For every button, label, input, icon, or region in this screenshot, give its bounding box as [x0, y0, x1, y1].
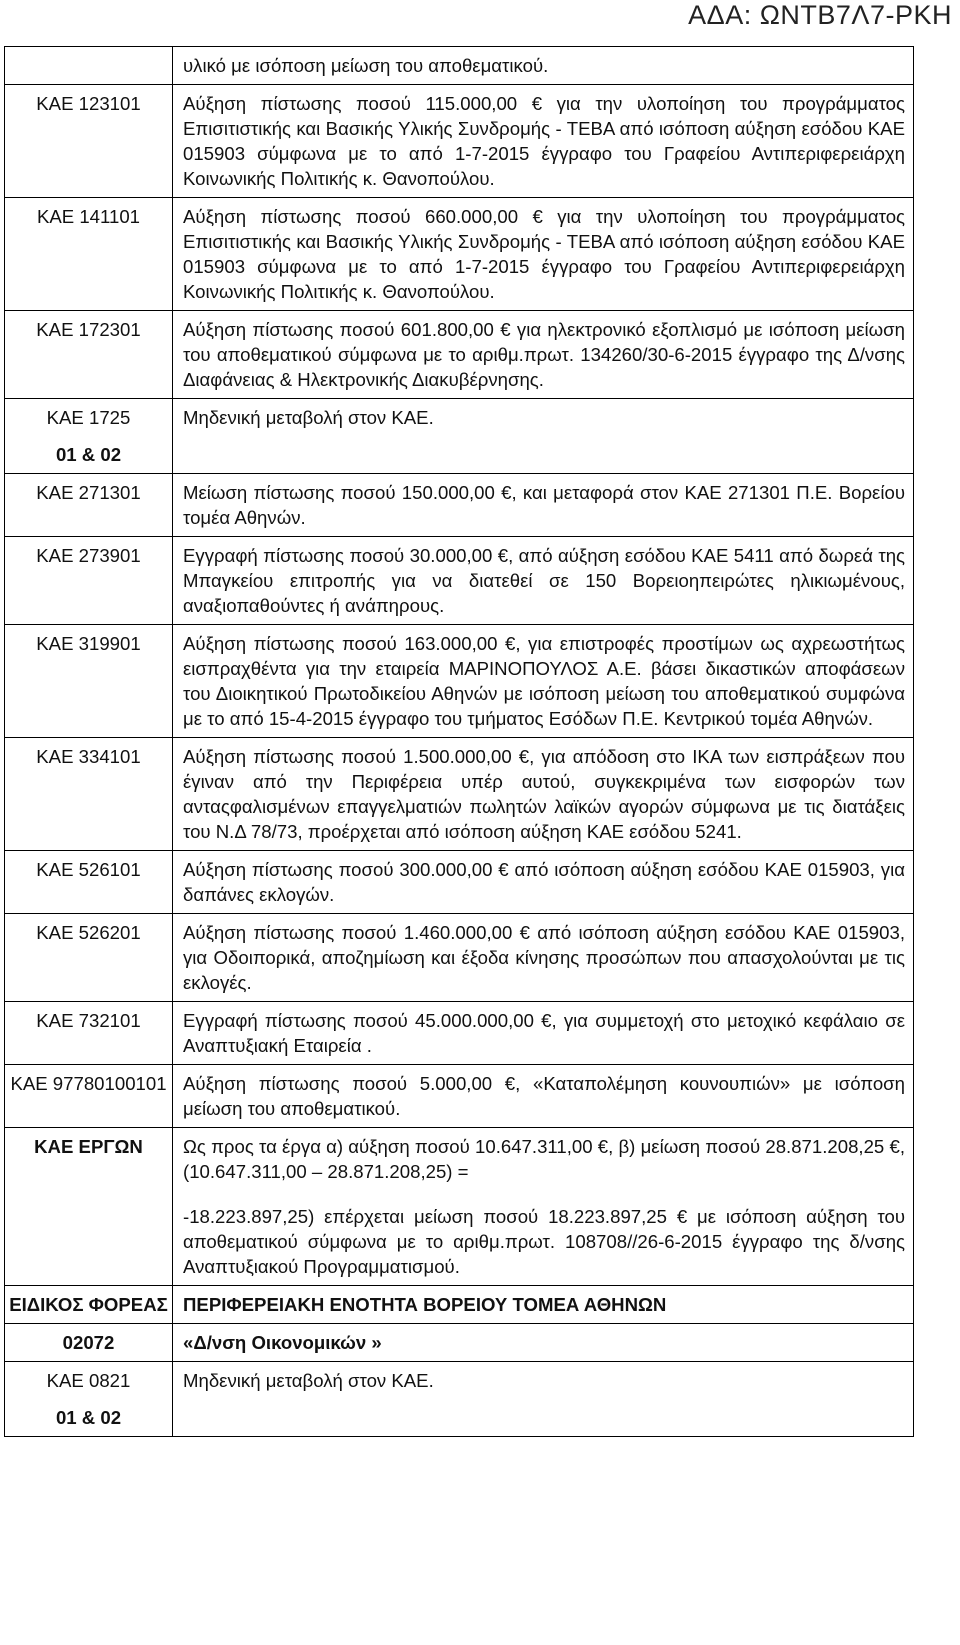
code-cell — [5, 1362, 173, 1437]
description-cell: Αύξηση πίστωσης ποσού 115.000,00 € για την υλοποίηση του προγράμματος Επισιτιστικής και Βασικής Υλικής Συνδρομής - ΤΕΒΑ από ισόποση αύξηση εσόδου ΚΑΕ 015903 σύμφωνα με το από 1-7-2015 έγγραφο του Γραφείου Αντιπεριφερειάρχη Κοινωνικής Πολιτικής κ. Θανοπούλου. — [173, 85, 914, 198]
code-cell: ΚΑΕ 271301 — [5, 474, 173, 537]
code-subcode: 01 & 02 — [55, 1407, 122, 1428]
description-cell: Αύξηση πίστωσης ποσού 1.500.000,00 €, για απόδοση στο ΙΚΑ των εισπράξεων που έγιναν από την Περιφέρεια υπέρ αυτού, συγκεκριμένα των εισφορών των ανταςφαλισμένων επαγγελματιών πωλητών λαϊκών αγορών σύμφωνα με τις διατάξεις του Ν.Δ 78/73, προέρχεται από ισόποση αύξηση ΚΑΕ εσόδου 5241. — [173, 738, 914, 851]
description-cell: Αύξηση πίστωσης ποσού 660.000,00 € για την υλοποίηση του προγράμματος Επισιτιστικής και Βασικής Υλικής Συνδρομής - ΤΕΒΑ από ισόποση αύξηση εσόδου ΚΑΕ 015903 σύμφωνα με το από 1-7-2015 έγγραφο του Γραφείου Αντιπεριφερειάρχη Κοινωνικής Πολιτικής κ. Θανοπούλου. — [173, 198, 914, 311]
table-row — [5, 1128, 914, 1286]
table-row — [5, 738, 914, 851]
description-cell: Εγγραφή πίστωσης ποσού 30.000,00 €, από αύξηση εσόδου ΚΑΕ 5411 από δωρεά της Μπαγκείου επιτροπής για να διατεθεί σε 150 Βορειοηπειρώτες ηλικιωμένους, αναξιοπαθούντες ή ανάπηρους. — [173, 537, 914, 625]
table-row — [5, 1002, 914, 1065]
table-row — [5, 311, 914, 399]
table-row — [5, 198, 914, 311]
table-row — [5, 851, 914, 914]
ada-code: ΑΔΑ: ΩΝΤΒ7Λ7-ΡΚΗ — [688, 0, 952, 30]
description-cell: υλικό με ισόποση μείωση του αποθεματικού. — [173, 47, 914, 85]
code-cell — [5, 47, 173, 85]
description-cell: «Δ/νση Οικονομικών » — [173, 1324, 914, 1362]
table-row — [5, 47, 914, 85]
code-cell: ΚΑΕ 141101 — [5, 198, 173, 311]
description-cell: ΠΕΡΙΦΕΡΕΙΑΚΗ ΕΝΟΤΗΤΑ ΒΟΡΕΙΟΥ ΤΟΜΕΑ ΑΘΗΝΩΝ — [173, 1286, 914, 1324]
description-cell — [173, 1128, 914, 1286]
table-row — [5, 474, 914, 537]
table-row — [5, 1324, 914, 1362]
table-row — [5, 914, 914, 1002]
description-cell: Αύξηση πίστωσης ποσού 601.800,00 € για ηλεκτρονικό εξοπλισμό με ισόποση μείωση του αποθεματικού σύμφωνα με το αριθμ.πρωτ. 134260/30-6-2015 έγγραφο της Δ/νσης Διαφάνειας & Ηλεκτρονικής Διακυβέρνησης. — [173, 311, 914, 399]
code-cell: ΚΑΕ 526201 — [5, 914, 173, 1002]
description-cell: Εγγραφή πίστωσης ποσού 45.000.000,00 €, για συμμετοχή στο μετοχικό κεφάλαιο σε Αναπτυξιακή Εταιρεία . — [173, 1002, 914, 1065]
code-cell: 02072 — [5, 1324, 173, 1362]
description-cell: Αύξηση πίστωσης ποσού 300.000,00 € από ισόποση αύξηση εσόδου ΚΑΕ 015903, για δαπάνες εκλογών. — [173, 851, 914, 914]
description-cell: Μείωση πίστωσης ποσού 150.000,00 €, και μεταφορά στον ΚΑΕ 271301 Π.Ε. Βορείου τομέα Αθηνών. — [173, 474, 914, 537]
code-cell: ΚΑΕ 273901 — [5, 537, 173, 625]
code-cell: ΚΑΕ 97780100101 — [5, 1065, 173, 1128]
code-subcode: 01 & 02 — [55, 444, 122, 465]
description-paragraph: Ως προς τα έργα α) αύξηση ποσού 10.647.311,00 €, β) μείωση ποσού 28.871.208,25 €, (10.647.311,00 – 28.871.208,25) = — [183, 1136, 905, 1182]
description-cell: Αύξηση πίστωσης ποσού 163.000,00 €, για επιστροφές προστίμων ως αχρεωστήτως εισπραχθέντα για την εταιρεία ΜΑΡΙΝΟΠΟΥΛΟΣ Α.Ε. βάσει δικαστικών αποφάσεων του Διοικητικού Πρωτοδικείου Αθηνών με ισόποση μείωση του αποθεματικού συμφώνα με το από 15-4-2015 έγγραφο του τμήματος Εσόδων Π.Ε. Κεντρικού τομέα Αθηνών. — [173, 625, 914, 738]
code-cell: ΚΑΕ 319901 — [5, 625, 173, 738]
code-cell: ΚΑΕ ΕΡΓΩΝ — [5, 1128, 173, 1286]
code-cell: ΚΑΕ 172301 — [5, 311, 173, 399]
description-cell: Αύξηση πίστωσης ποσού 1.460.000,00 € από ισόποση αύξηση εσόδου ΚΑΕ 015903, για Οδοιπορικά, αποζημίωση και έξοδα κίνησης προσώπων που απασχολούνται με τις εκλογές. — [173, 914, 914, 1002]
code-cell: ΚΑΕ 334101 — [5, 738, 173, 851]
table-row — [5, 85, 914, 198]
description-cell: Αύξηση πίστωσης ποσού 5.000,00 €, «Καταπολέμηση κουνουπιών» με ισόποση μείωση του αποθεματικού. — [173, 1065, 914, 1128]
code-label: ΚΑΕ 0821 — [46, 1370, 131, 1391]
table-row — [5, 1362, 914, 1437]
table-row — [5, 1286, 914, 1324]
description-cell: Μηδενική μεταβολή στον ΚΑΕ. — [173, 1362, 914, 1437]
code-cell: ΚΑΕ 526101 — [5, 851, 173, 914]
description-cell: Μηδενική μεταβολή στον ΚΑΕ. — [173, 399, 914, 474]
code-cell: ΕΙΔΙΚΟΣ ΦΟΡΕΑΣ — [5, 1286, 173, 1324]
code-cell: ΚΑΕ 123101 — [5, 85, 173, 198]
budget-changes-table — [4, 46, 914, 1437]
table-row — [5, 1065, 914, 1128]
code-cell: ΚΑΕ 732101 — [5, 1002, 173, 1065]
code-cell — [5, 399, 173, 474]
table-row — [5, 399, 914, 474]
table-row — [5, 625, 914, 738]
description-paragraph: -18.223.897,25) επέρχεται μείωση ποσού 18.223.897,25 € με ισόποση αύξηση του αποθεματικού σύμφωνα με το αριθμ.πρωτ. 108708//26-6-2015 έγγραφο της δ/νσης Αναπτυξιακού Προγραμματισμού. — [183, 1206, 905, 1277]
table-row — [5, 537, 914, 625]
code-label: ΚΑΕ 1725 — [46, 407, 131, 428]
